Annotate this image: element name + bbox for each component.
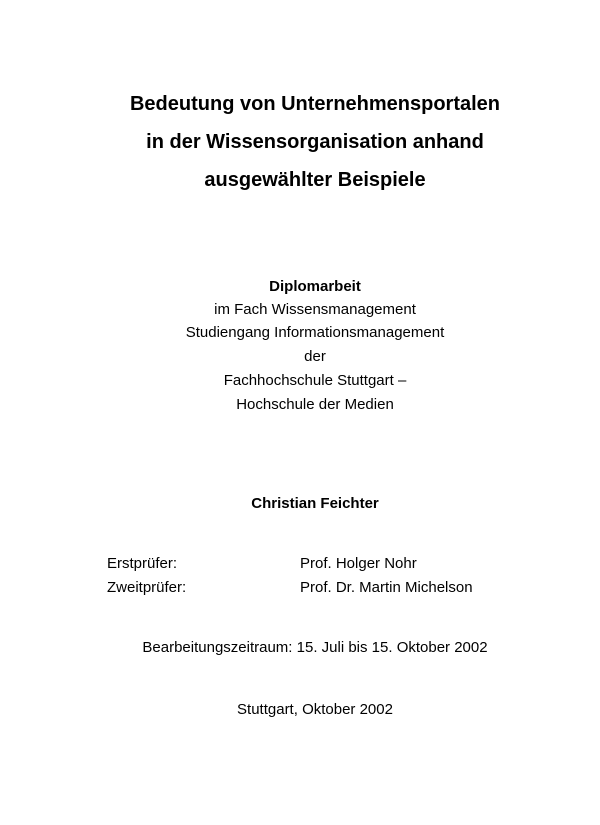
connector-der: der	[304, 348, 326, 365]
first-examiner-label: Erstprüfer:	[107, 555, 178, 572]
author-name: Christian Feichter	[251, 495, 379, 512]
study-program: Studiengang Informationsmanagement	[185, 324, 445, 341]
thesis-title-line-1: Bedeutung von Unternehmensportalen	[129, 93, 501, 115]
school-name-line-1: Fachhochschule Stuttgart –	[223, 372, 407, 389]
thesis-type: Diplomarbeit	[269, 278, 361, 295]
school-name-line-2: Hochschule der Medien	[236, 396, 394, 413]
work-period: Bearbeitungszeitraum: 15. Juli bis 15. Oktober 2002	[142, 639, 488, 656]
second-examiner-label: Zweitprüfer:	[107, 579, 187, 596]
thesis-subject: im Fach Wissensmanagement	[214, 301, 416, 318]
thesis-title-line-3: ausgewählter Beispiele	[204, 169, 426, 191]
place-and-date: Stuttgart, Oktober 2002	[237, 701, 393, 718]
thesis-title-line-2: in der Wissensorganisation anhand	[146, 131, 484, 153]
second-examiner-name: Prof. Dr. Martin Michelson	[300, 579, 473, 596]
first-examiner-name: Prof. Holger Nohr	[300, 555, 417, 572]
